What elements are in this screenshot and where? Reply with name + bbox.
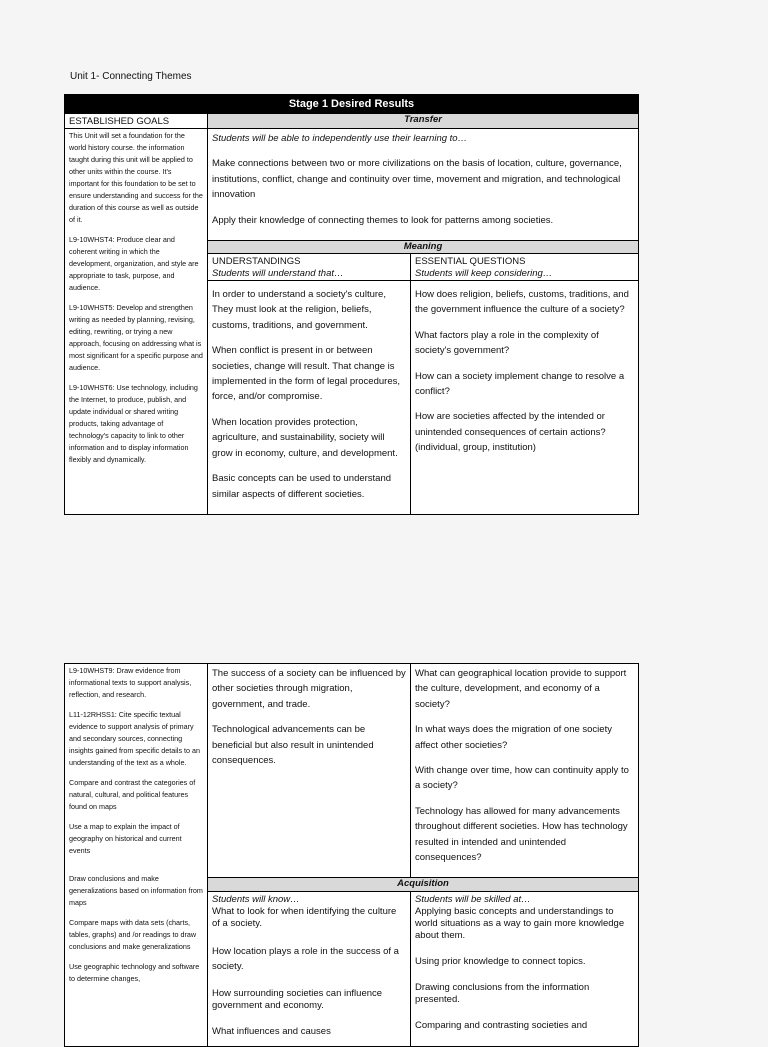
stage1-table (64, 94, 639, 515)
goals-heading: ESTABLISHED GOALS (65, 114, 208, 129)
know-item: What influences and causes (212, 1025, 331, 1037)
meaning-label: Meaning (208, 241, 639, 254)
goals-paragraph: L9-10WHST4: Produce clear and coherent writing in which the development, organization, and style are appropriate to task, purpose, and audience. (69, 235, 199, 292)
standard-item: L9-10WHST9: Draw evidence from informational texts to support analysis, reflection, and research. (69, 666, 192, 699)
questions-heading: ESSENTIAL QUESTIONS (415, 256, 526, 268)
standard-item: Use geographic technology and software to determine changes, (69, 962, 200, 983)
transfer-cell (208, 129, 639, 241)
standard-item: Use a map to explain the impact of geography on historical and current events (69, 822, 182, 855)
goals-cell (65, 129, 208, 515)
understanding-item: In order to understand a society's culture, They must look at the religion, beliefs, customs, traditions, and government. (212, 289, 386, 331)
acquisition-label: Acquisition (208, 878, 639, 892)
skilled-intro: Students will be skilled at… (415, 893, 531, 905)
standard-item: L11-12RHSS1: Cite specific textual evidence to support analysis of primary and secondary sources, connecting insights gained from specific details to an understanding of the text as a whole. (69, 710, 201, 767)
understandings-heading: UNDERSTANDINGS (212, 256, 301, 268)
goals-paragraph: L9-10WHST6: Use technology, including the Internet, to produce, publish, and update individual or shared writing products, taking advantage of technology's capacity to link to other information and to display information flexibly and dynamically. (69, 383, 198, 464)
standard-item: Draw conclusions and make generalizations based on information from maps (69, 874, 203, 907)
standard-item: Compare maps with data sets (charts, tables, graphs) and /or readings to draw conclusions and make generalizations (69, 918, 197, 951)
understandings-cell (208, 281, 411, 515)
transfer-item: Make connections between two or more civilizations on the basis of location, culture, governance, institutions, conflict, change and continuity over time, movement and migration, and technological innovation (212, 158, 622, 201)
standards-cell (65, 664, 208, 1047)
goals-paragraph: L9-10WHST5: Develop and strengthen writing as needed by planning, revising, editing, rewriting, or trying a new approach, focusing on addressing what is most significant for a specific purpose and audience. (69, 303, 203, 372)
understanding-item: When location provides protection, agriculture, and sustainability, society will grow in economy, culture, and development. (212, 416, 398, 459)
skilled-item: Applying basic concepts and understandings to world situations as a way to gain more knowledge about them. (415, 905, 625, 941)
stage1-continued-table (64, 663, 639, 1047)
question-item: How does religion, beliefs, customs, traditions, and the government influence the culture of a society? (415, 289, 629, 316)
transfer-label: Transfer (208, 114, 639, 129)
understanding-item: The success of a society can be influenced by other societies through migration, government, and trade. (212, 668, 406, 710)
question-item: In what ways does the migration of one society affect other societies? (415, 724, 612, 751)
questions-intro: Students will keep considering… (415, 268, 553, 280)
know-item: How surrounding societies can influence government and economy. (212, 987, 383, 1011)
transfer-item: Apply their knowledge of connecting themes to look for patterns among societies. (212, 214, 554, 226)
question-item: What can geographical location provide to support the culture, development, and economy of a society? (415, 668, 627, 710)
understanding-item: Basic concepts can be used to understand similar aspects of different societies. (212, 473, 392, 500)
unit-title: Unit 1- Connecting Themes (70, 71, 192, 82)
question-item: With change over time, how can continuity apply to a society? (415, 765, 629, 792)
skilled-cell (411, 891, 639, 1046)
understanding-item: Technological advancements can be beneficial but also result in unintended consequences. (212, 724, 374, 767)
understandings-header-cell (208, 254, 411, 281)
skilled-item: Using prior knowledge to connect topics. (415, 955, 586, 967)
skilled-item: Comparing and contrasting societies and (415, 1019, 588, 1031)
understandings-cont-cell (208, 664, 411, 878)
know-item: What to look for when identifying the culture of a society. (212, 905, 397, 929)
skilled-item: Drawing conclusions from the information presented. (415, 981, 590, 1005)
question-item: What factors play a role in the complexity of society's government? (415, 329, 599, 357)
goals-paragraph: This Unit will set a foundation for the world history course. the information taught during this unit will be applied to other units within the course. It's important for this foundation to be set to ensure understanding and success for the duration of this course as well as outside of it. (69, 131, 203, 224)
questions-cont-cell (411, 664, 639, 878)
standard-item: Compare and contrast the categories of natural, cultural, and political features found on maps (69, 778, 196, 811)
know-cell (208, 891, 411, 1046)
questions-header-cell (411, 254, 639, 281)
understanding-item: When conflict is present in or between societies, change will result. That change is implemented in the form of legal procedures, force, and/or compromise. (212, 345, 400, 403)
know-item: How location plays a role in the success of a society. (212, 945, 399, 972)
question-item: Technology has allowed for many advancements throughout different societies. How has technology resulted in intended and unintended consequences? (415, 805, 628, 864)
understandings-intro: Students will understand that… (212, 268, 344, 280)
transfer-intro: Students will be able to independently use their learning to… (212, 133, 468, 144)
question-item: How can a society implement change to resolve a conflict? (415, 370, 625, 398)
question-item: How are societies affected by the intended or unintended consequences of certain actions? (individual, group, institution) (415, 411, 606, 454)
questions-cell (411, 281, 639, 515)
know-intro: Students will know… (212, 893, 300, 905)
stage-title: Stage 1 Desired Results (65, 95, 639, 114)
